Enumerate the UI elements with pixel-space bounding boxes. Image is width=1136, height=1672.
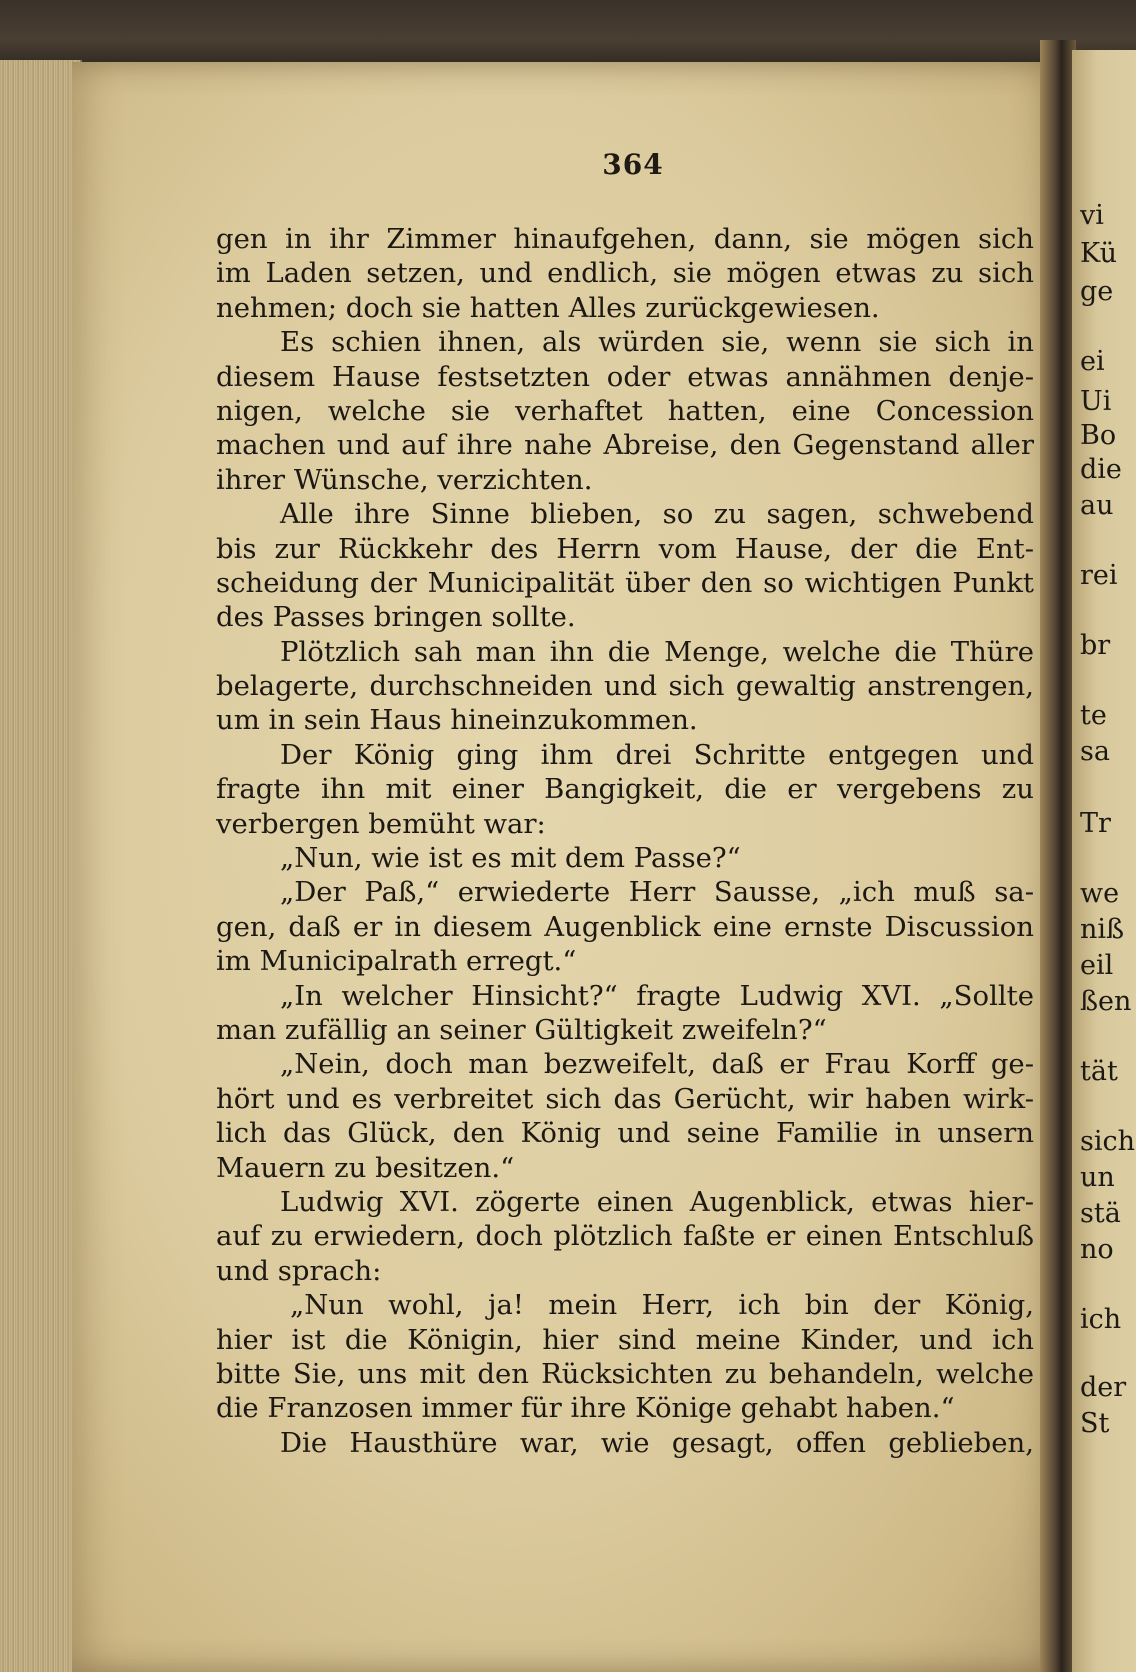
text-line: Der König ging ihm drei Schritte entgegen und [280,738,1034,771]
right-page-fragment: te [1080,700,1107,731]
page-stack-edge [0,60,82,1672]
right-page-fragment: Tr [1080,808,1111,839]
text-line: machen und auf ihre nahe Abreise, den Gegenstand aller [216,429,1034,462]
text-line: auf zu erwiedern, doch plötzlich faßte er einen Entschluß [216,1220,1034,1253]
text-line: hier ist die Königin, hier sind meine Kinder, und ich [216,1323,1034,1356]
text-line: verbergen bemüht war: [216,807,546,840]
text-line: im Municipalrath erregt.“ [216,945,577,978]
text-line: Mauern zu besitzen.“ [216,1151,515,1184]
right-page-fragment: we [1080,878,1120,909]
text-line: nigen, welche sie verhaftet hatten, eine Concession [216,394,1034,427]
right-page-fragment: Bo [1080,420,1117,451]
text-line: „In welcher Hinsicht?“ fragte Ludwig XVI. „Sollte [280,979,1034,1012]
right-page-fragment: Ui [1080,386,1112,417]
right-page-edge [1072,50,1136,1672]
text-line: nehmen; doch sie hatten Alles zurückgewiesen. [216,291,880,324]
text-line: und sprach: [216,1254,382,1287]
text-line: ihrer Wünsche, verzichten. [216,463,593,496]
right-page-fragment: Kü [1080,238,1117,269]
right-page-fragment: ge [1080,276,1114,307]
text-line: man zufällig an seiner Gültigkeit zweifeln?“ [216,1013,827,1046]
text-line: die Franzosen immer für ihre Könige gehabt haben.“ [216,1392,955,1425]
text-line: gen, daß er in diesem Augenblick eine ernste Discussion [216,910,1034,943]
text-line: um in sein Haus hineinzukommen. [216,704,698,737]
text-line: scheidung der Municipalität über den so wichtigen Punkt [216,566,1034,599]
text-line: fragte ihn mit einer Bangigkeit, die er vergebens zu [216,773,1034,806]
right-page-fragment: sa [1080,736,1110,767]
right-page-fragment: un [1080,1162,1115,1193]
right-page-fragment: au [1080,490,1114,521]
right-page-fragment: br [1080,630,1111,661]
text-line: belagerte, durchschneiden und sich gewaltig anstrengen, [216,670,1034,703]
right-page-fragment: St [1080,1408,1110,1439]
right-page-fragment: stä [1080,1198,1121,1229]
text-line: Es schien ihnen, als würden sie, wenn sie sich in [280,326,1034,359]
right-page-fragment: ßen [1080,986,1132,1017]
text-line: Die Hausthüre war, wie gesagt, offen geblieben, [280,1426,1034,1459]
right-page-fragment: niß [1080,914,1125,945]
right-page-fragment: die [1080,454,1122,485]
text-line: lich das Glück, den König und seine Familie in unsern [216,1117,1034,1150]
right-page-fragment: der [1080,1372,1127,1403]
page-number: 364 [602,148,664,181]
text-line: Plötzlich sah man ihn die Menge, welche die Thüre [280,635,1034,668]
text-line: gen in ihr Zimmer hinaufgehen, dann, sie mögen sich [216,223,1034,255]
book-gutter [1040,40,1076,1672]
text-line: des Passes bringen sollte. [216,601,576,634]
right-page-fragment: ei [1080,346,1105,377]
text-line: Alle ihre Sinne blieben, so zu sagen, schwebend [280,498,1034,531]
text-line: im Laden setzen, und endlich, sie mögen etwas zu sich [216,257,1034,290]
text-line: diesem Hause festsetzten oder etwas annähmen denje- [216,360,1034,393]
right-page-fragment: tät [1080,1056,1118,1087]
text-line: „Der Paß,“ erwiederte Herr Sausse, „ich muß sa- [280,876,1034,909]
right-page-fragment: sich [1080,1126,1136,1157]
right-page-fragment: rei [1080,560,1118,591]
text-line: bitte Sie, uns mit den Rücksichten zu behandeln, welche [216,1357,1034,1390]
text-line: Ludwig XVI. zögerte einen Augenblick, etwas hier- [280,1185,1034,1218]
body-text [216,222,1034,1460]
right-page-fragment: ich [1080,1304,1122,1335]
text-line: „Nun, wie ist es mit dem Passe?“ [280,842,741,875]
right-page-fragment: vi [1080,200,1104,231]
right-page-fragment: eil [1080,950,1114,981]
right-page-fragment: no [1080,1234,1114,1265]
text-line: bis zur Rückkehr des Herrn vom Hause, der die Ent- [216,532,1034,565]
text-line: „Nein, doch man bezweifelt, daß er Frau Korff ge- [280,1048,1034,1081]
text-line: „Nun wohl, ja! mein Herr, ich bin der König, [290,1289,1034,1322]
text-line: hört und es verbreitet sich das Gerücht, wir haben wirk- [216,1082,1034,1115]
